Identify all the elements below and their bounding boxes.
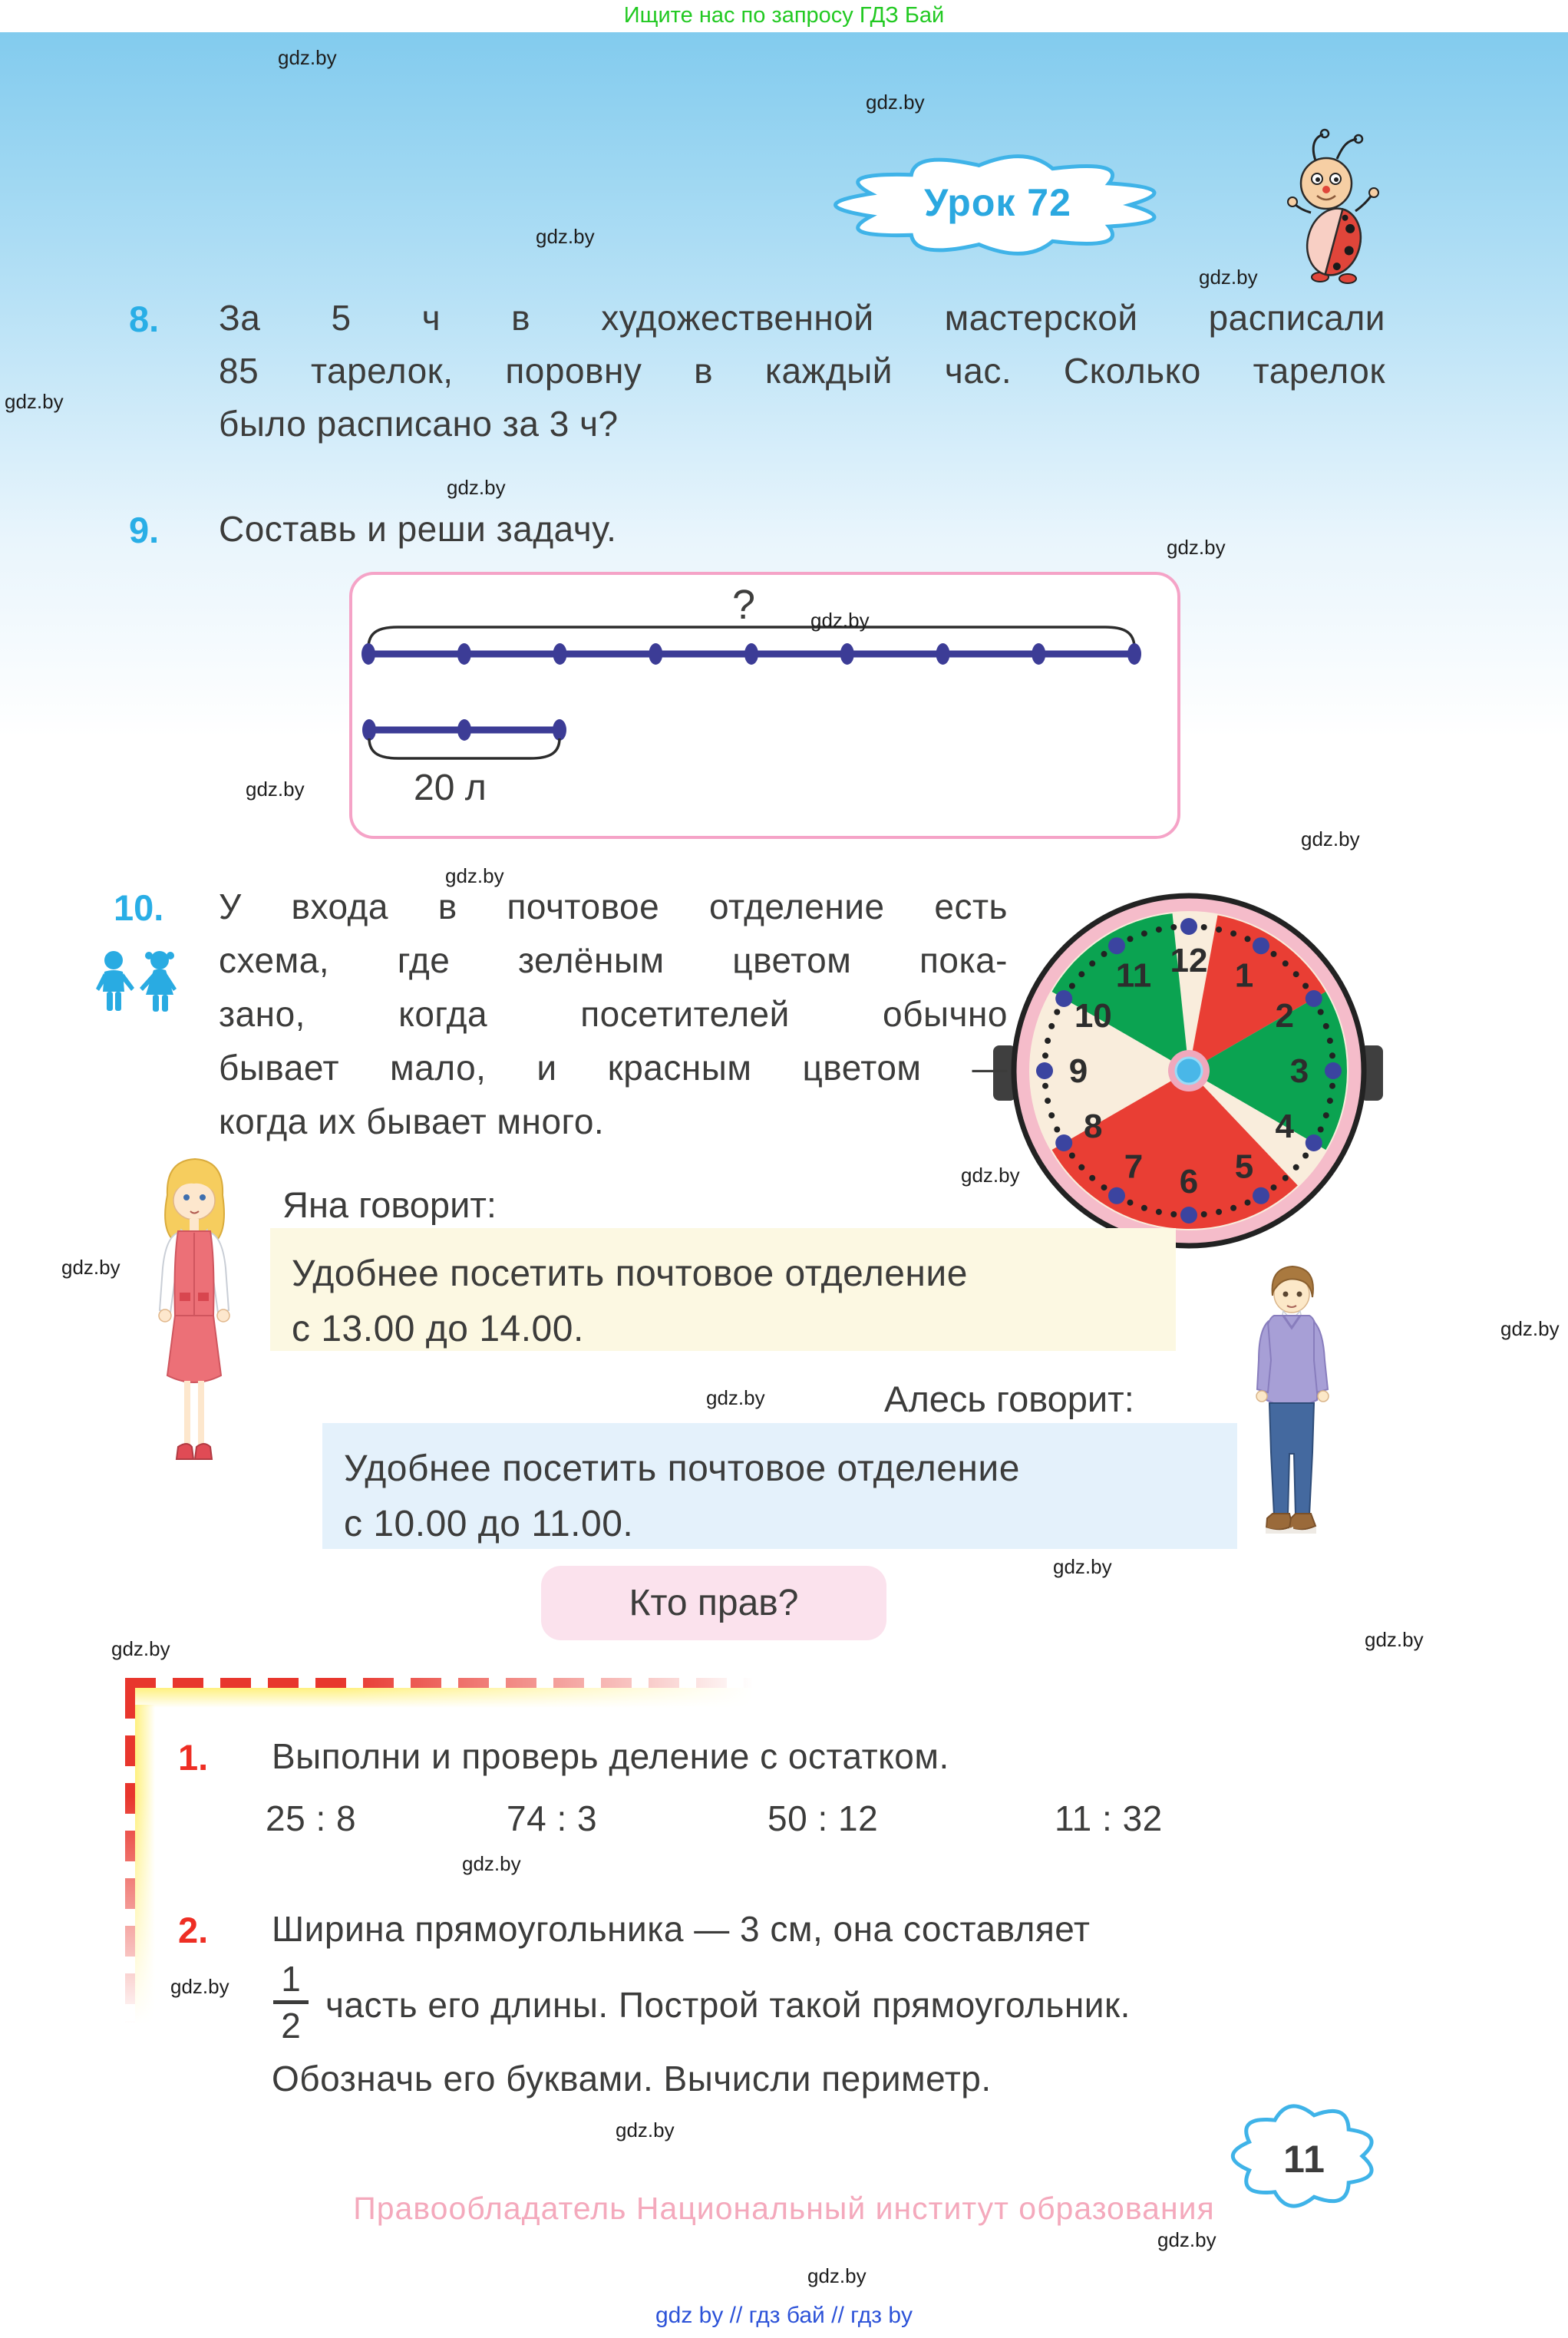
problem8-line: За 5 ч в художественной мастерской расписали: [219, 298, 1385, 338]
problem10-line: бывает мало, и красным цветом —: [219, 1048, 1008, 1088]
watermark: gdz.by: [246, 778, 305, 801]
hw1-expression: 50 : 12: [767, 1798, 879, 1838]
pair-work-children-icon: [92, 950, 184, 1024]
svg-text:4: 4: [1275, 1108, 1294, 1145]
ladybug-icon: [1266, 127, 1397, 284]
yana-statement-line: с 13.00 до 14.00.: [292, 1309, 584, 1349]
hw1-expression: 11 : 32: [1055, 1798, 1163, 1838]
dashed-border-top: [125, 1678, 793, 1688]
yana-illustration: [144, 1153, 267, 1468]
watermark: gdz.by: [1053, 1555, 1112, 1578]
segments-diagram: [349, 572, 1180, 839]
watermark: gdz.by: [1157, 2228, 1216, 2251]
problem8-line: 85 тарелок, поровну в каждый час. Сколько тарелок: [219, 351, 1385, 391]
hw1-expression: 25 : 8: [266, 1798, 357, 1838]
dashed-border-glow: [135, 1705, 155, 2042]
hw1-expression: 74 : 3: [507, 1798, 598, 1838]
who-is-right-box: Кто прав?: [541, 1566, 886, 1640]
yana-says-label: Яна говорит:: [282, 1184, 497, 1225]
problem10-line: когда их бывает много.: [219, 1101, 605, 1141]
ales-says-label: Алесь говорит:: [884, 1379, 1134, 1419]
page-number: 11: [1283, 2138, 1325, 2181]
watermark: gdz.by: [961, 1164, 1020, 1187]
watermark: gdz.by: [111, 1637, 170, 1660]
dashed-border-left: [125, 1688, 135, 2052]
svg-text:7: 7: [1124, 1148, 1144, 1186]
watermark: gdz.by: [278, 46, 337, 69]
hw2-line2: часть его длины. Построй такой прямоугольник.: [325, 1985, 1131, 2025]
svg-text:12: 12: [1170, 942, 1208, 979]
watermark: gdz.by: [445, 864, 504, 887]
watermark: gdz.by: [5, 390, 64, 413]
watermark: gdz.by: [447, 476, 506, 499]
watermark: gdz.by: [810, 609, 870, 632]
problem8-number: 8.: [129, 299, 160, 339]
watermark: gdz.by: [1167, 536, 1226, 559]
fraction-denominator: 2: [281, 2006, 301, 2046]
svg-text:10: 10: [1074, 997, 1112, 1035]
svg-text:9: 9: [1068, 1052, 1088, 1090]
lesson-cloud: [825, 140, 1170, 269]
fraction-bar: [273, 2000, 309, 2004]
problem8-line: было расписано за 3 ч?: [219, 404, 619, 444]
ales-statement-line: Удобнее посетить почтовое отделение: [344, 1448, 1020, 1489]
hw2-line1: Ширина прямоугольника — 3 см, она составляет: [272, 1909, 1091, 1949]
problem10-line: зано, когда посетителей обычно: [219, 994, 1008, 1034]
dashed-border-glow: [135, 1688, 787, 1708]
svg-text:6: 6: [1179, 1163, 1199, 1200]
watermark: gdz.by: [866, 91, 925, 114]
watermark: gdz.by: [807, 2264, 867, 2287]
hw2-line3: Обозначь его буквами. Вычисли периметр.: [272, 2059, 992, 2099]
hw2-fraction: [270, 1959, 312, 2046]
schedule-clock: [1005, 887, 1372, 1254]
svg-text:3: 3: [1289, 1052, 1309, 1090]
yana-statement-box: [270, 1228, 1176, 1351]
problem9-number: 9.: [129, 510, 160, 550]
problem10-line: У входа в почтовое отделение есть: [219, 887, 1008, 926]
lesson-title: Урок 72: [924, 181, 1071, 224]
svg-text:8: 8: [1084, 1108, 1103, 1145]
problem9-text: Составь и реши задачу.: [219, 509, 617, 549]
hw2-number: 2.: [178, 1910, 209, 1950]
svg-text:2: 2: [1275, 997, 1294, 1035]
footer-links[interactable]: gdz by // гдз бай // гдз by: [655, 2303, 913, 2328]
watermark: gdz.by: [1199, 266, 1258, 289]
ales-statement-box: [322, 1423, 1237, 1549]
ales-statement-line: с 10.00 до 11.00.: [344, 1504, 634, 1544]
watermark: gdz.by: [462, 1852, 521, 1875]
fraction-numerator: 1: [281, 1959, 301, 1999]
ales-illustration: [1251, 1260, 1347, 1550]
watermark: gdz.by: [706, 1386, 765, 1409]
bottom-brace: [369, 738, 560, 758]
copyright-line: Правообладатель Национальный институт образования: [353, 2191, 1215, 2226]
svg-text:5: 5: [1234, 1148, 1254, 1186]
promo-banner: Ищите нас по запросу ГДЗ Бай: [0, 0, 1568, 32]
watermark: gdz.by: [536, 225, 595, 248]
svg-text:1: 1: [1234, 956, 1254, 995]
watermark: gdz.by: [616, 2118, 675, 2142]
watermark: gdz.by: [1301, 827, 1360, 850]
diagram-short-label: 20 л: [414, 768, 487, 808]
svg-text:11: 11: [1115, 956, 1152, 995]
problem10-line: схема, где зелёным цветом пока-: [219, 940, 1008, 980]
watermark: gdz.by: [61, 1256, 120, 1279]
yana-statement-line: Удобнее посетить почтовое отделение: [292, 1253, 968, 1294]
hw1-title: Выполни и проверь деление с остатком.: [272, 1736, 949, 1776]
hw1-number: 1.: [178, 1737, 209, 1778]
problem10-text: [219, 887, 1008, 1155]
problem8-text: [219, 298, 1385, 457]
dashed-border-fade: [125, 1676, 839, 1719]
watermark: gdz.by: [1500, 1317, 1560, 1340]
diagram-question-mark: ?: [732, 582, 756, 628]
problem10-number: 10.: [114, 887, 164, 928]
watermark: gdz.by: [170, 1975, 229, 1998]
watermark: gdz.by: [1365, 1628, 1424, 1651]
dashed-border-fade: [124, 1701, 168, 2081]
